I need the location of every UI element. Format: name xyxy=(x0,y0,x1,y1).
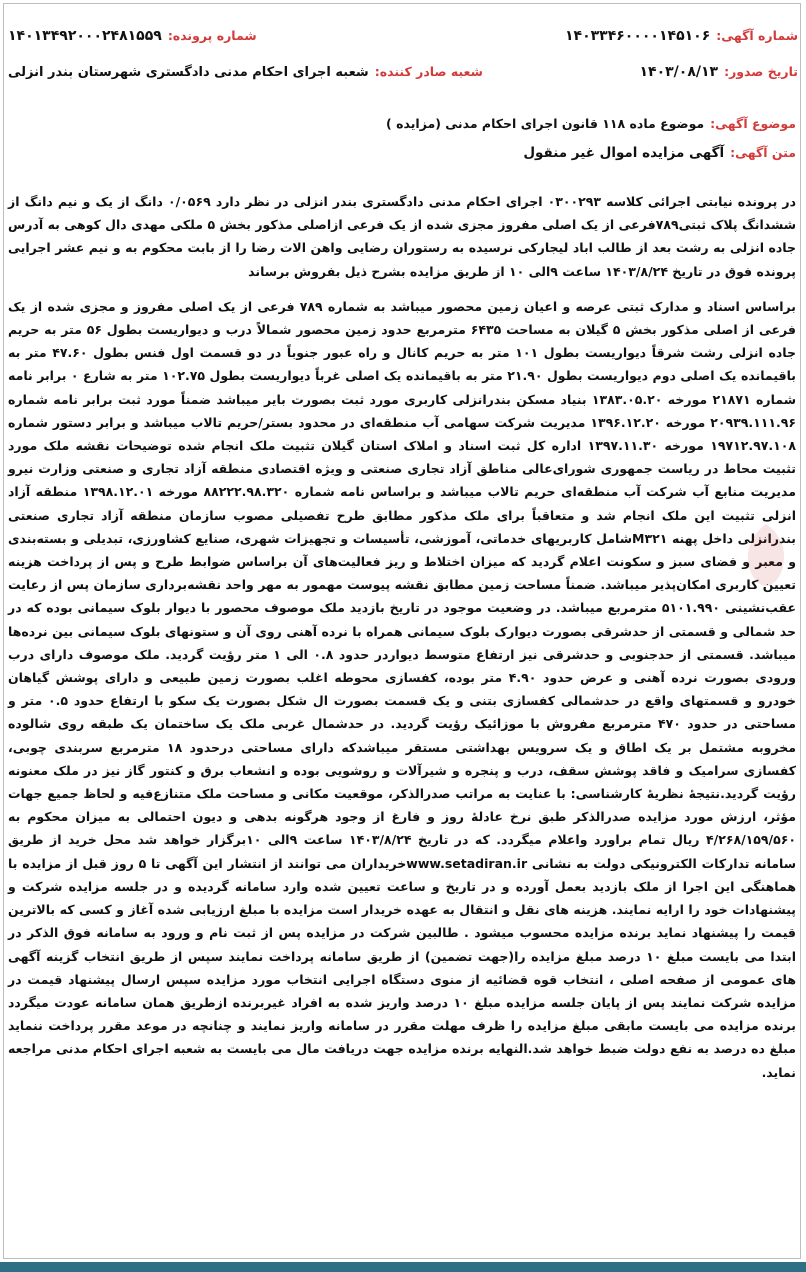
issuer xyxy=(8,64,483,80)
notice-number xyxy=(565,28,798,44)
case-number-label: شماره پرونده: xyxy=(167,28,257,43)
notice-header xyxy=(8,28,798,100)
case-number xyxy=(8,28,257,44)
issue-date xyxy=(640,64,799,80)
text-title-row xyxy=(10,145,796,161)
case-number-value: ۱۴۰۱۳۴۹۲۰۰۰۲۴۸۱۵۵۹ xyxy=(8,28,162,44)
notice-number-label: شماره آگهی: xyxy=(716,28,798,43)
notice-meta xyxy=(10,116,796,175)
subject-row xyxy=(10,116,796,131)
text-title: آگهی مزایده اموال غیر منقول xyxy=(523,145,725,161)
issuer-value: شعبه اجرای احکام مدنی دادگستری شهرستان بندر انزلی xyxy=(8,65,369,80)
subject-label: موضوع آگهی: xyxy=(710,116,796,131)
header-row-1 xyxy=(8,28,798,64)
notice-body xyxy=(8,190,796,1096)
bottom-bar xyxy=(0,1262,806,1272)
header-row-2 xyxy=(8,64,798,100)
notice-number-value: ۱۴۰۳۳۴۶۰۰۰۰۱۴۵۱۰۶ xyxy=(564,28,711,44)
subject-value: موضوع ماده ۱۱۸ قانون اجرای احکام مدنی (مزایده ) xyxy=(386,116,705,131)
body-paragraph-2: براساس اسناد و مدارک ثبتی عرصه و اعیان زمین محصور میباشد به شماره ۷۸۹ فرعی از یک اصلی مفروز و مجزی شده از یک فرعی از اصلی مذکور بخش ۵ گیلان به مساحت ۶۴۳۵ مترمربع حدود زمین محصور شمالاً درب و دیواریست بطول ۵۶ متر به حریم جاده انزلی رشت شرقاً دیواریست بطول ۱۰۱ متر به حریم کانال و راه عبور جنوباً در دو قسمت اول فنس بطول ۴۷.۶۰ متر به باقیمانده یک اصلی دوم دیواریست بطول ۲۱.۹۰ متر به باقیمانده یک اصلی غرباً دیواریست بطول ۱۰۲.۷۵ متر به شارع ۰ برابر نامه شماره ۲۱۸۷۱ مورخه ۱۳۸۳.۰۵.۲۰ بنیاد مسکن بندرانزلی کاربری مورد ثبت بصورت بایر میباشد ضمناً مورد ثبت برابر نامه شماره ۲۰۹۳۹.۱۱۱.۹۶ مورخه ۱۳۹۶.۱۲.۲۰ مدیریت شرکت سهامی آب منطقه‌ای در محدود بستر/حریم تالاب میباشد و برابر دستور شماره ۱۹۷۱۲.۹۷.۱۰۸ مورخه ۱۳۹۷.۱۱.۳۰ اداره کل ثبت اسناد و املاک استان گیلان تثبیت ملک انجام شده توضیحات نقشه ملک مورد تثبیت محاط در ریاست جمهوری شورای‌عالی مناطق آزاد تجاری صنعتی و ویژه اقتصادی منطقه آزاد تجاری و صنعتی وزارت نیرو مدیریت منابع آب شرکت آب منطقه‌ای حریم تالاب میباشد و براساس نامه شماره ۸۸۲۲۲.۹۸.۳۲۰ مورخه ۱۳۹۸.۱۲.۰۱ منطقه آزاد انزلی تثبیت این ملک انجام شد و متعاقباً برای ملک مذکور مطابق طرح تفصیلی مصوب سازمان منطقه آزاد تجاری صنعتی بندرانزلی داخل پهنه M۳۲۱شامل کاربریهای خدماتی، آموزشی، تأسیسات و تجهیزات شهری، صنایع کشاورزی، تبدیلی و بسته‌بندی و معبر و فضای سبز و سکونت اعلام گردید که میزان اختلاط و ریز فعالیت‌های آن براساس ضوابط طرح و پس از پرداخت هزینه تعیین کاربری امکان‌پذیر میباشد. ضمناً مساحت زمین مطابق نقشه پیوست مهمور به مهر واحد نقشه‌برداری سازمان پس از رعایت عقب‌نشینی ۵۱۰۱.۹۹۰ مترمربع میباشد. در وضعیت موجود در تاریخ بازدید ملک موصوف محصور با دیوار بلوک سیمانی بوده که در حد شمالی و قسمتی از حدشرقی بصورت دیوارک بلوک سیمانی همراه با نرده آهنی روی آن و ستونهای بلوک سیمانی بین نرده‌ها میباشد. قسمتی از حدجنوبی و حدشرقی نیز ارتفاع متوسط دیواردر حدود ۰.۸ الی ۱ متر رؤیت گردید. ملک موصوف دارای درب ورودی بصورت نرده آهنی و عرض حدود ۴.۹۰ متر بوده، کفسازی محوطه اغلب بصورت زمین طبیعی و دارای پوشش گیاهان خودرو و قسمتهای واقع در حدشمالی کفسازی بتنی و یک قسمت بصورت ال شکل بصورت یک سکو با ارتفاع حدود ۰.۵ متر و مساحتی در حدود ۴۷۰ مترمربع مفروش با موزائیک رؤیت گردید. در حدشمال غربی ملک یک ساختمان یک طبقه روی شالوده مخروبه مشتمل بر یک اطاق و یک سرویس بهداشتی مستقر میباشدکه دارای مساحتی درحدود ۱۸ مترمربع سربندی چوبی، کفسازی سرامیک و فاقد پوشش سقف، درب و پنجره و شیرآلات و روشویی بوده و انشعاب برق و کنتور گاز نیز در ملک معنونه رؤیت گردید.نتیجهٔ نظریهٔ کارشناسی: با عنایت به مراتب صدرالذکر، موقعیت مکانی و مساحت ملک متنازع‌فیه و لحاظ جمیع جهات مؤثر، ارزش مورد مزایده صدرالذکر طبق نرخ عادلهٔ روز و فارغ از وجود هرگونه بدهی و دیون احتمالی به میزان محکوم به ۴/۲۶۸/۱۵۹/۵۶۰ ریال تمام براورد واعلام میگردد. که در تاریخ ۱۴۰۳/۸/۲۴ ساعت ۹الی ۱۰برگزار خواهد شد محل خرید از طریق سامانه تدارکات الکترونیکی دولت به نشانی www.setadiran.irخریداران می توانند از انتشار این آگهی تا ۵ روز قبل از مزایده با هماهنگی این اجرا از ملک بازدید بعمل آورده و در تاریخ و ساعت تعیین شده وارد سامانه گردیده و در جلسه مزایده شرکت و پیشنهادات خود را ارایه نمایند. هزینه های نقل و انتقال به عهده خریدار است مزایده با مبلغ ارزیابی شده آغاز و کسی که بالاترین قیمت را پیشنهاد نماید برنده مزایده محسوب میشود . طالبین شرکت در مزایده پس از ثبت نام و ورود به سامانه فوق الذکر در ابتدا می بایست مبلغ ۱۰ درصد مبلغ مزایده را(جهت تضمین) از طریق سامانه پرداخت نمایند سپس از طریق انتخاب گزینه آگهی های عمومی از صفحه اصلی ، انتخاب قوه قضائیه از منوی دستگاه اجرایی انتخاب مورد مزایده سپس ارسال پیشنهاد قیمت در مزایده شرکت نمایند پس از پایان جلسه مزایده مبلغ ۱۰ درصد واریز شده به افراد غیربرنده ازطریق همان سامانه عودت میگردد برنده مزایده می بایست مابقی مبلغ مزایده را ظرف مهلت مقرر در سامانه واریز نمایند و چنانچه در موعد مقرر پرداخت ننماید مبلغ ده درصد به نفع دولت ضبط خواهد شد.النهایه برنده مزایده جهت دریافت مال می بایست به شعبه اجرای احکام مدنی مراجعه نماید. xyxy=(8,298,797,1080)
issue-date-value: ۱۴۰۳/۰۸/۱۳ xyxy=(639,64,719,80)
body-paragraph-1: در پرونده نیابتی اجرائی کلاسه ۰۳۰۰۲۹۳ اجرای احکام مدنی دادگستری بندر انزلی در نظر دارد ۰/۰۵۶۹ دانگ از یک و نیم دانگ از ششدانگ پلاک ثبتی۷۸۹فرعی از یک اصلی مفروز مجزی شده از یک فرعی ازاصلی مذکور بخش ۵ ملکی مهدی دال کوهی به آدرس جاده انزلی به رشت بعد از طالب اباد لیجارکی نرسیده به رستوران رضایی واهن الات رضا را از بابت محکوم به و نیم عشر اجرایی پرونده فوق در تاریخ ۱۴۰۳/۸/۲۴ ساعت ۹الی ۱۰ از طریق مزایده بشرح ذیل بفروش برساند xyxy=(8,194,796,279)
issue-date-label: تاریخ صدور: xyxy=(724,64,798,79)
text-label: متن آگهی: xyxy=(730,145,796,160)
issuer-label: شعبه صادر کننده: xyxy=(374,64,483,79)
